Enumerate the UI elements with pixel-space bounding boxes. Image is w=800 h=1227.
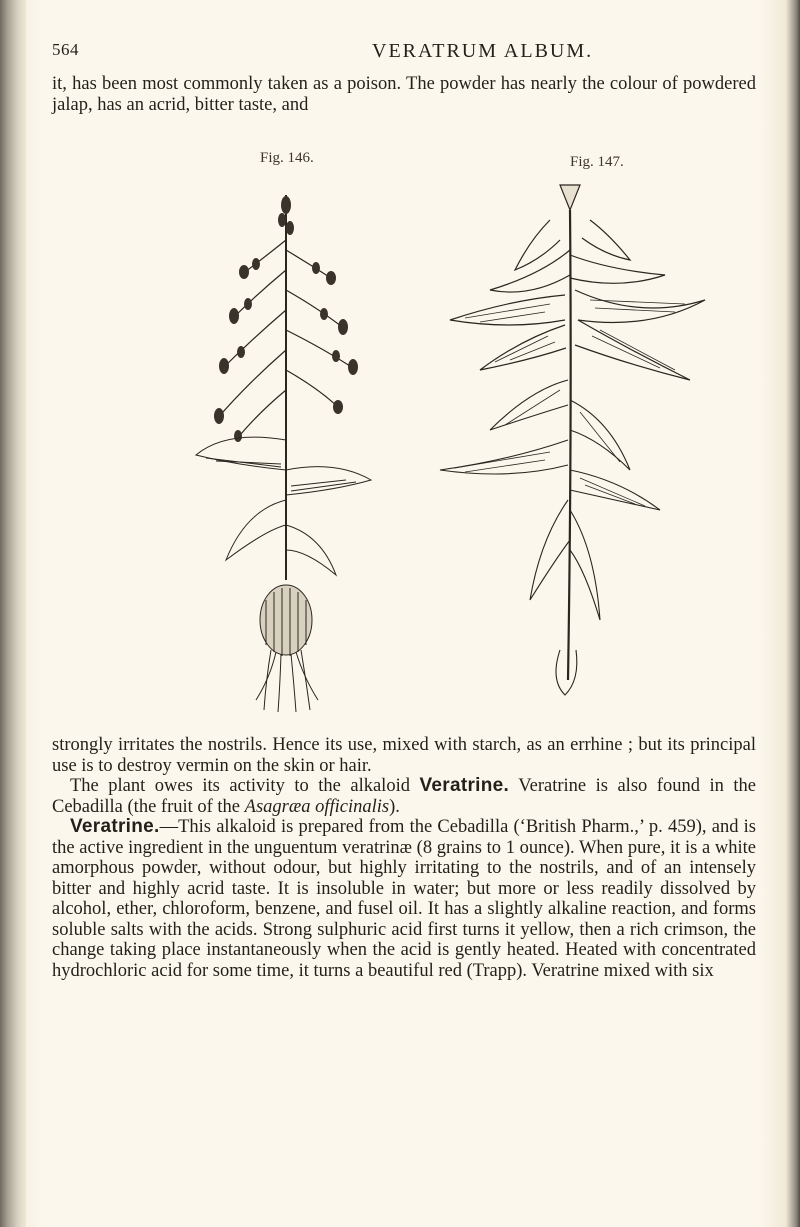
- species-name: Asagræa officinalis: [244, 796, 390, 817]
- keyword-veratrine: Veratrine.: [419, 775, 510, 796]
- page-number: 564: [52, 40, 79, 59]
- top-paragraph-text: it, has been most commonly taken as a poison. The powder has nearly the colour of powdered jalap, has an acrid, bitter taste, and: [52, 74, 756, 115]
- page-binding-shadow-right: [786, 0, 800, 1227]
- paragraph-alkaloid-close: ).: [389, 796, 400, 817]
- section-heading-veratrine: Veratrine.: [70, 816, 160, 837]
- page-binding-shadow-left: [0, 0, 26, 1227]
- fig-147-illustration: [420, 180, 720, 700]
- page-header: [52, 40, 752, 68]
- fig-147-label: Fig. 147.: [570, 154, 624, 170]
- body-text: [52, 735, 756, 981]
- paragraph-veratrine: [52, 817, 756, 981]
- fig-146-illustration: [186, 180, 386, 715]
- paragraph-alkaloid: [52, 776, 756, 817]
- fig-146-label: Fig. 146.: [260, 150, 314, 166]
- paragraph-veratrine-text: —This alkaloid is prepared from the Cebadilla (‘British Pharm.,’ p. 459), and is the active ingredient in the unguentum veratrinæ (8 grains to 1 ounce). When pure, it is a white amorphous powder, without odour, but highly irritating to the nostrils, and of an intensely bitter and highly acrid taste. It is insoluble in water; but more or less readily dissolved by alcohol, ether, chloroform, benzene, and fusel oil. It has a slightly alkaline reaction, and forms soluble salts with the acids. Strong sulphuric acid first turns it yellow, then a rich crimson, the change taking place instantaneously when the acid is gently heated. Heated with concentrated hydrochloric acid for some time, it turns a beautiful red (Trapp). Veratrine mixed with six: [52, 817, 756, 981]
- paragraph-errhine: strongly irritates the nostrils. Hence its use, mixed with starch, as an errhine ; but its principal use is to destroy vermin on the skin or hair.: [52, 735, 756, 776]
- paragraph-alkaloid-text-2: Veratrine is also found in the Cebadilla (the fruit of the: [52, 776, 756, 817]
- paragraph-alkaloid-text: The plant owes its activity to the alkaloid: [70, 776, 410, 796]
- running-head: VERATRUM ALBUM.: [372, 40, 594, 62]
- top-paragraph: [52, 74, 756, 115]
